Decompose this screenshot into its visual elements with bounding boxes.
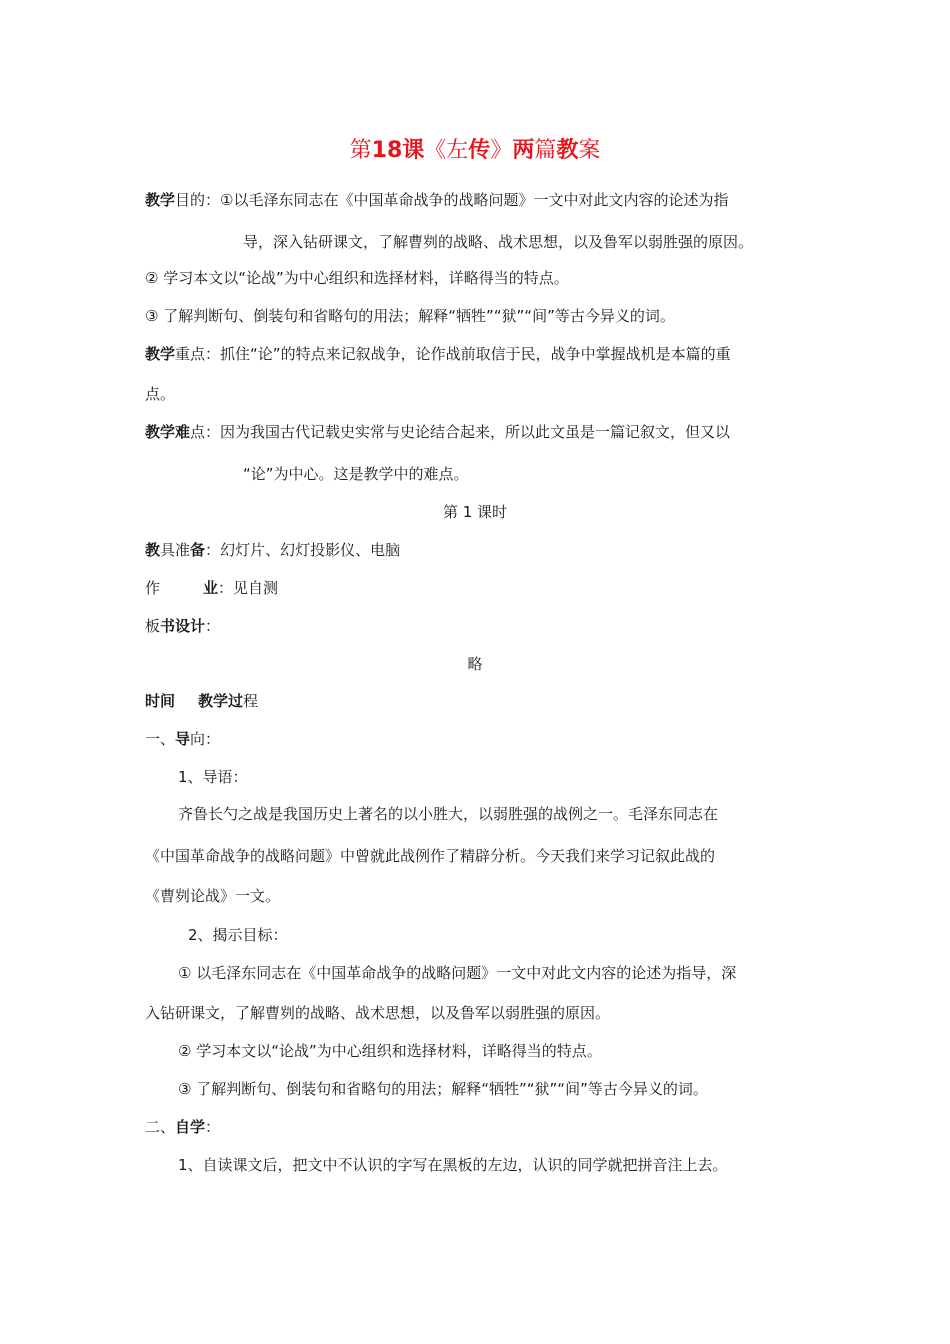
objectives-text: ①以毛泽东同志在《中国革命战争的战略问题》一文中对此文内容的论述为指 xyxy=(220,191,729,209)
difficulty-text: 因为我国古代记载史实常与史论结合起来，所以此文虽是一篇记叙文，但又以 xyxy=(220,423,731,441)
title-part: 》 xyxy=(490,138,513,163)
process-header-col2 xyxy=(198,691,258,711)
homework-value: 见自测 xyxy=(233,579,279,597)
tools-label: ： xyxy=(205,541,221,559)
document-title xyxy=(0,136,950,166)
title-part: 教 xyxy=(556,138,579,163)
difficulty-label-rest: 点： xyxy=(190,423,221,441)
difficulty-label: 教学难 xyxy=(145,423,191,441)
homework-line-rest xyxy=(203,578,278,598)
board-label: ： xyxy=(205,617,221,635)
difficulty-line-1 xyxy=(145,422,730,442)
section-1-sub-2: 2、揭示目标： xyxy=(188,926,288,944)
tools-line xyxy=(145,540,400,560)
objectives-item-3: ③ 了解判断句、倒装句和省略句的用法；解释“牺牲”“狱”“间”等古今异义的词。 xyxy=(145,307,675,325)
key-points-line-2: 点。 xyxy=(145,385,176,403)
section-1-title-rest: 向： xyxy=(190,730,221,748)
homework-line xyxy=(145,578,160,598)
intro-line-2: 《中国革命战争的战略问题》中曾就此战例作了精辟分析。今天我们来学习记叙此战的 xyxy=(145,847,716,865)
tools-value: 幻灯片、幻灯投影仪、电脑 xyxy=(220,541,401,559)
section-1-number: 一、 xyxy=(145,730,176,748)
key-points-label: 教学 xyxy=(145,345,176,363)
lesson-heading: 第 1 课时 xyxy=(442,503,508,521)
board-content: 略 xyxy=(467,655,483,673)
section-1-sub-1: 1、导语： xyxy=(178,768,248,786)
goal-2: ② 学习本文以“论战”为中心组织和选择材料，详略得当的特点。 xyxy=(178,1042,602,1060)
process-label-rest: 程 xyxy=(243,692,259,710)
homework-label: ： xyxy=(218,579,234,597)
board-label: 板 xyxy=(145,617,161,635)
objectives-label-rest: 目的： xyxy=(175,191,221,209)
title-part: 《左 xyxy=(424,138,469,163)
objectives-line-1 xyxy=(145,190,728,210)
objectives-line-2: 导，深入钻研课文，了解曹刿的战略、战术思想，以及鲁军以弱胜强的原因。 xyxy=(243,233,754,251)
key-points-text: 抓住“论”的特点来记叙战争，论作战前取信于民，战争中掌握战机是本篇的重 xyxy=(220,345,731,363)
board-line xyxy=(145,616,220,636)
title-part: 第 xyxy=(349,138,372,163)
section-1-heading xyxy=(145,729,220,749)
intro-line-3: 《曹刿论战》一文。 xyxy=(145,887,281,905)
title-part: 篇 xyxy=(534,138,557,163)
section-2-title: 自学 xyxy=(175,1118,206,1136)
process-time-label: 时间 xyxy=(145,692,176,710)
board-label: 书设计 xyxy=(160,617,206,635)
section-2-number: 二、 xyxy=(145,1118,176,1136)
section-2-heading xyxy=(145,1117,220,1137)
objectives-label: 教学 xyxy=(145,191,176,209)
title-part: 18课 xyxy=(371,138,425,163)
key-points-line-1 xyxy=(145,344,731,364)
difficulty-line-2: “论”为中心。这是教学中的难点。 xyxy=(243,465,469,483)
title-part: 案 xyxy=(578,138,601,163)
tools-label: 备 xyxy=(190,541,206,559)
objectives-item-2: ② 学习本文以“论战”为中心组织和选择材料，详略得当的特点。 xyxy=(145,269,569,287)
section-1-title: 导 xyxy=(175,730,191,748)
section-2-item-1: 1、自读课文后，把文中不认识的字写在黑板的左边，认识的同学就把拼音注上去。 xyxy=(178,1156,728,1174)
key-points-label-rest: 重点： xyxy=(175,345,221,363)
goal-1-line-2: 入钻研课文，了解曹刿的战略、战术思想，以及鲁军以弱胜强的原因。 xyxy=(145,1004,611,1022)
tools-label: 具准 xyxy=(160,541,191,559)
section-2-title-rest: ： xyxy=(205,1118,221,1136)
title-part: 两 xyxy=(512,138,535,163)
homework-label: 业 xyxy=(203,579,219,597)
process-header xyxy=(145,691,175,711)
goal-3: ③ 了解判断句、倒装句和省略句的用法；解释“牺牲”“狱”“间”等古今异义的词。 xyxy=(178,1080,708,1098)
process-label: 教学过 xyxy=(198,692,244,710)
tools-label: 教 xyxy=(145,541,161,559)
goal-1-line-1: ① 以毛泽东同志在《中国革命战争的战略问题》一文中对此文内容的论述为指导，深 xyxy=(178,964,737,982)
intro-line-1: 齐鲁长勺之战是我国历史上著名的以小胜大，以弱胜强的战例之一。毛泽东同志在 xyxy=(178,805,719,823)
homework-label: 作 xyxy=(145,579,161,597)
title-part: 传 xyxy=(468,138,491,163)
